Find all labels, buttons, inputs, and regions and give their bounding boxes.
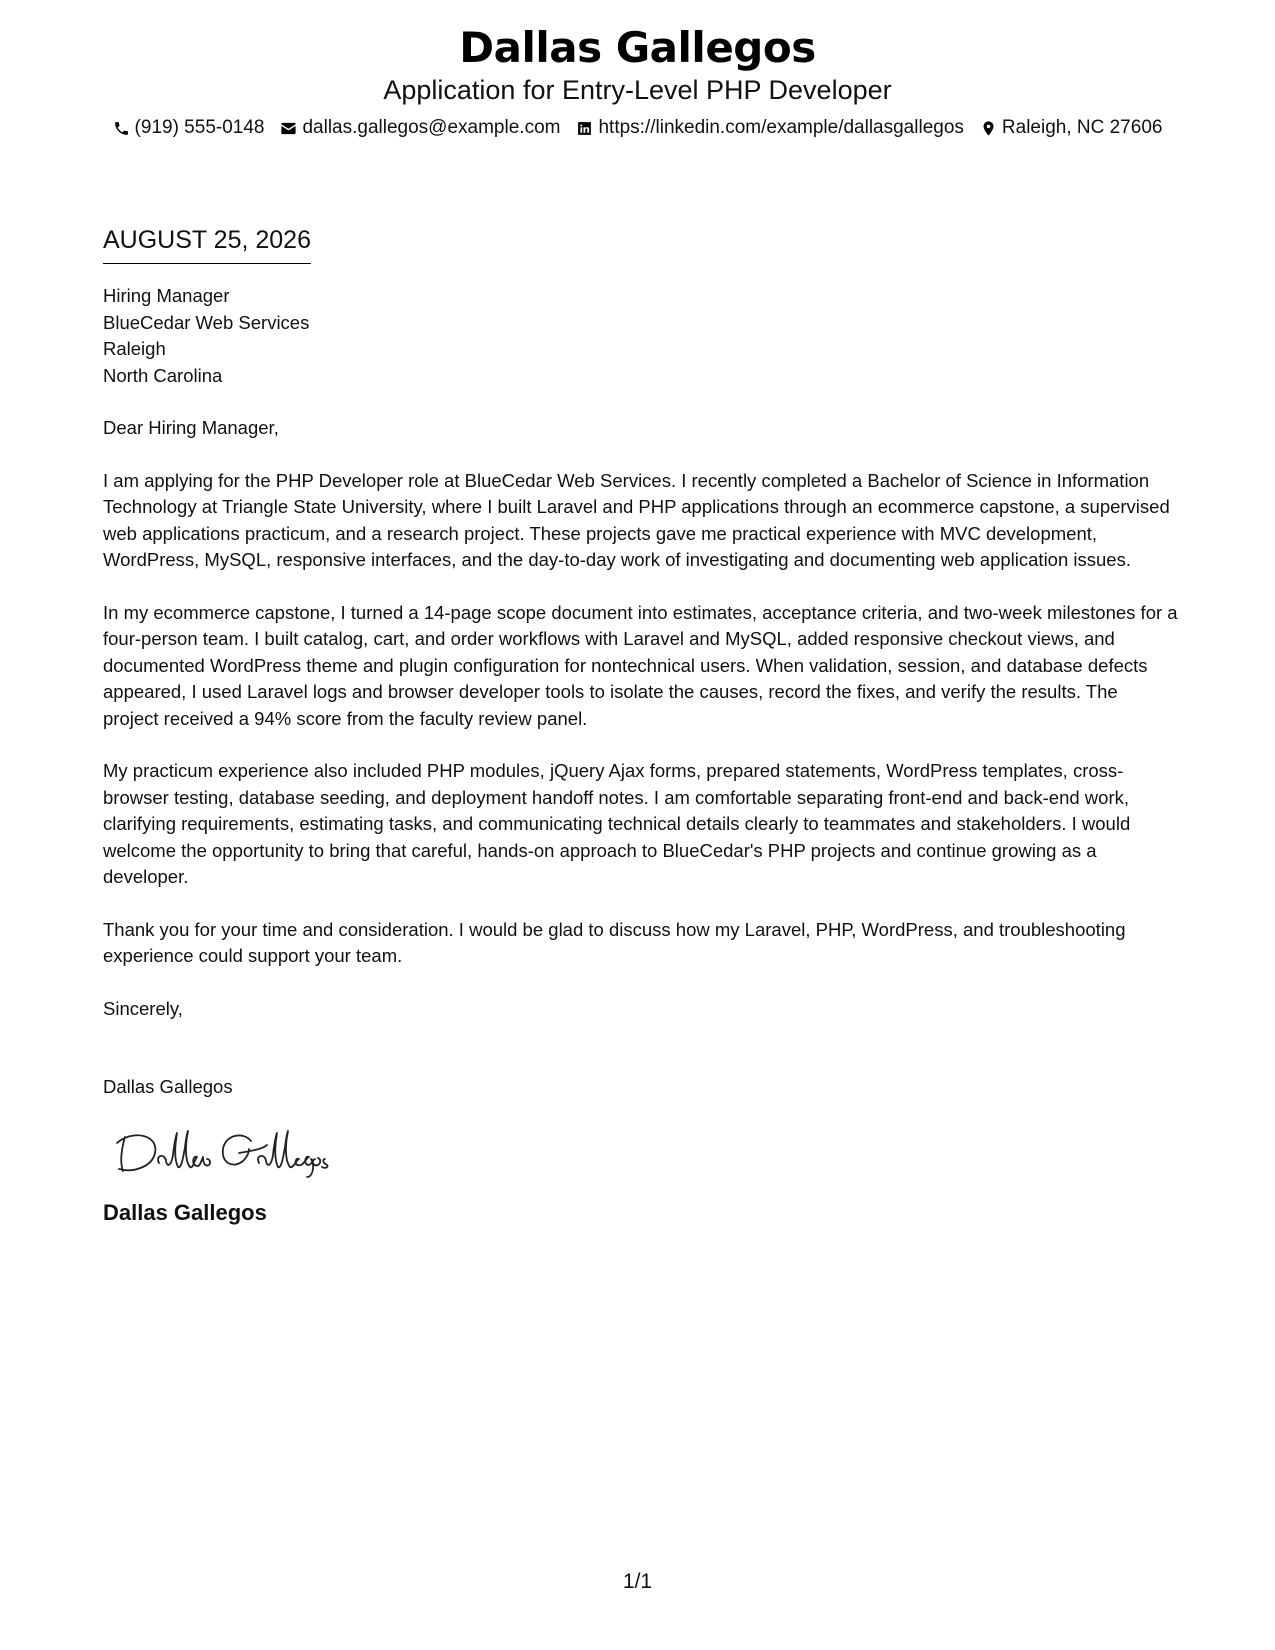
- paragraph: Thank you for your time and consideration. I would be glad to discuss how my Laravel, PHP, WordPress, and troubleshooting experience could support your team.: [103, 918, 1126, 966]
- recipient-company: BlueCedar Web Services: [103, 311, 310, 333]
- letter-date: AUGUST 25, 2026: [103, 224, 311, 264]
- linkedin-icon: [576, 120, 593, 137]
- contact-phone: [113, 116, 265, 140]
- handwritten-signature: [111, 1125, 1178, 1181]
- contact-location: [980, 116, 1163, 140]
- contact-linkedin[interactable]: [576, 116, 963, 140]
- applicant-name: Dallas Gallegos: [459, 23, 816, 72]
- location-text: Raleigh, NC 27606: [1001, 117, 1163, 138]
- recipient-state: North Carolina: [103, 364, 223, 386]
- page-number: 1/1: [622, 1570, 653, 1593]
- signoff-name: Dallas Gallegos: [103, 1199, 267, 1225]
- phone-icon: [113, 120, 130, 137]
- linkedin-text[interactable]: https://linkedin.com/example/dallasgallegos: [598, 117, 964, 138]
- letter-body: [103, 283, 1178, 1227]
- recipient-city: Raleigh: [103, 338, 166, 359]
- closing: Sincerely,: [103, 997, 183, 1019]
- email-text[interactable]: dallas.gallegos@example.com: [302, 117, 561, 138]
- envelope-icon: [280, 120, 297, 137]
- greeting: Dear Hiring Manager,: [103, 417, 279, 438]
- paragraph: In my ecommerce capstone, I turned a 14-page scope document into estimates, acceptance criteria, and two-week milestones for a four-person team. I built catalog, cart, and order workflows with Laravel and MySQL, added responsive checkout views, and documented WordPress theme and plugin configuration for nontechnical users. When validation, session, and database defects appeared, I used Laravel logs and browser developer tools to isolate the causes, record the fixes, and verify the results. The project received a 94% score from the faculty review panel.: [103, 601, 1178, 729]
- closing-name: Dallas Gallegos: [103, 1076, 233, 1097]
- letter-header: [0, 22, 1275, 140]
- contact-bar: [0, 116, 1275, 140]
- phone-text: (919) 555-0148: [134, 117, 265, 138]
- paragraph: My practicum experience also included PHP modules, jQuery Ajax forms, prepared statements, WordPress templates, cross-browser testing, database seeding, and deployment handoff notes. I am comfortable separating front-end and back-end work, clarifying requirements, estimating tasks, and communicating technical details clearly to teammates and stakeholders. I would welcome the opportunity to bring that careful, hands-on approach to BlueCedar's PHP projects and continue growing as a developer.: [103, 760, 1131, 887]
- paragraph: I am applying for the PHP Developer role at BlueCedar Web Services. I recently completed a Bachelor of Science in Information Technology at Triangle State University, where I built Laravel and PHP applications through an ecommerce capstone, a supervised web applications practicum, and a research project. These projects gave me practical experience with MVC development, WordPress, MySQL, responsive interfaces, and the day-to-day work of investigating and documenting web application issues.: [103, 469, 1170, 570]
- contact-email[interactable]: [280, 116, 560, 140]
- application-subtitle: Application for Entry-Level PHP Developer: [383, 75, 892, 105]
- map-pin-icon: [980, 120, 997, 137]
- recipient-title: Hiring Manager: [103, 285, 230, 306]
- recipient-block: [103, 283, 1178, 389]
